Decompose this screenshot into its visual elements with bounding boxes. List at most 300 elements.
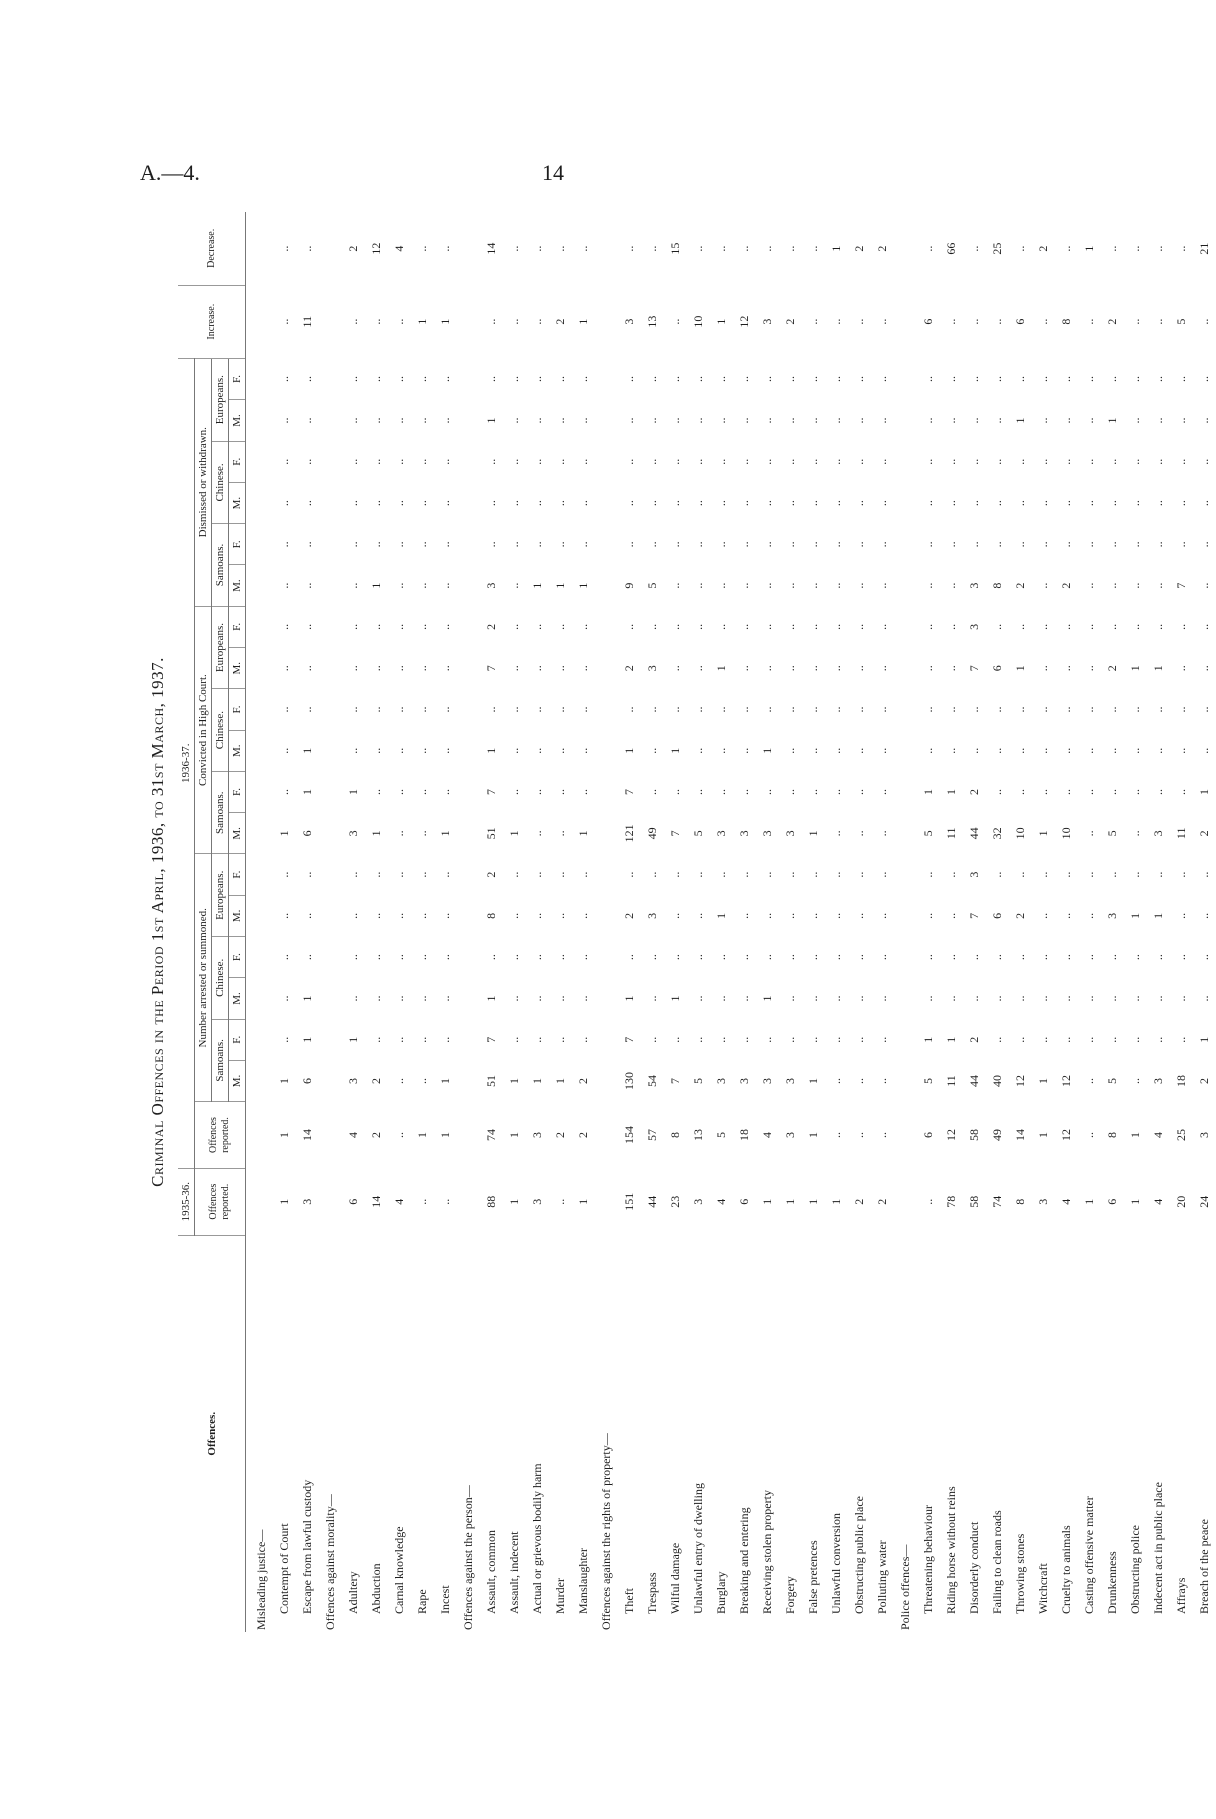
table-cell bbox=[246, 1168, 274, 1235]
table-cell bbox=[894, 400, 917, 441]
table-cell: .. bbox=[1013, 245, 1027, 252]
table-cell: .. bbox=[438, 912, 452, 919]
table-cell: 25 bbox=[1174, 1129, 1188, 1141]
table-cell: 57 bbox=[645, 1129, 659, 1141]
table-cell: .. bbox=[990, 500, 1004, 507]
table-cell: .. bbox=[1082, 912, 1096, 919]
table-cell bbox=[595, 895, 618, 936]
table-cell: .. bbox=[1082, 995, 1096, 1002]
table-cell: 1 bbox=[1013, 665, 1027, 672]
table-cell: 3 bbox=[967, 623, 981, 630]
table-cell: 10 bbox=[1059, 827, 1073, 840]
table-cell: .. bbox=[415, 830, 429, 837]
table-cell: .. bbox=[645, 623, 659, 630]
table-cell: 13 bbox=[645, 315, 659, 328]
table-cell bbox=[246, 285, 274, 358]
table-cell: .. bbox=[921, 245, 935, 252]
table-row bbox=[917, 212, 940, 1632]
table-cell: .. bbox=[1128, 245, 1142, 252]
table-cell: .. bbox=[737, 623, 751, 630]
table-cell: .. bbox=[714, 623, 728, 630]
year-1936-header: 1936-37. bbox=[178, 358, 195, 1168]
offences-table-body bbox=[246, 212, 1216, 1632]
table-cell: .. bbox=[300, 623, 314, 630]
table-cell: 1 bbox=[622, 747, 636, 754]
table-cell: .. bbox=[507, 995, 521, 1002]
table-cell: .. bbox=[990, 871, 1004, 878]
table-cell: .. bbox=[392, 318, 406, 325]
table-row bbox=[986, 212, 1009, 1632]
table-cell: .. bbox=[300, 458, 314, 465]
table-row bbox=[1009, 212, 1032, 1632]
table-cell: 1 bbox=[300, 789, 314, 796]
table-cell bbox=[894, 689, 917, 730]
table-cell: .. bbox=[944, 995, 958, 1002]
table-cell: .. bbox=[1197, 665, 1211, 672]
table-cell: 12 bbox=[737, 315, 751, 328]
table-cell: .. bbox=[691, 582, 705, 589]
table-cell: .. bbox=[392, 954, 406, 961]
table-cell: .. bbox=[783, 747, 797, 754]
table-cell: .. bbox=[1151, 417, 1165, 424]
table-cell: .. bbox=[829, 623, 843, 630]
table-cell: .. bbox=[737, 706, 751, 713]
table-cell: .. bbox=[783, 500, 797, 507]
table-cell: .. bbox=[369, 789, 383, 796]
table-cell: 7 bbox=[668, 1078, 682, 1085]
table-cell: .. bbox=[783, 871, 797, 878]
table-cell: .. bbox=[737, 245, 751, 252]
table-cell: .. bbox=[829, 417, 843, 424]
table-cell: .. bbox=[1036, 1036, 1050, 1043]
table-cell: .. bbox=[1105, 500, 1119, 507]
offence-label: Throwing stones bbox=[1013, 1533, 1027, 1614]
table-cell: .. bbox=[1151, 1036, 1165, 1043]
table-cell bbox=[457, 565, 480, 606]
table-cell: .. bbox=[967, 954, 981, 961]
table-cell: .. bbox=[852, 500, 866, 507]
table-cell: 2 bbox=[622, 665, 636, 672]
table-cell bbox=[595, 937, 618, 978]
table-cell: .. bbox=[852, 954, 866, 961]
table-cell: .. bbox=[1197, 376, 1211, 383]
table-cell: .. bbox=[668, 789, 682, 796]
table-cell: .. bbox=[1036, 789, 1050, 796]
table-cell: .. bbox=[392, 706, 406, 713]
table-cell: .. bbox=[346, 318, 360, 325]
table-cell: .. bbox=[507, 747, 521, 754]
table-cell: .. bbox=[438, 541, 452, 548]
table-cell bbox=[246, 813, 274, 854]
table-cell bbox=[457, 482, 480, 523]
table-cell: .. bbox=[967, 706, 981, 713]
table-cell: .. bbox=[714, 995, 728, 1002]
reported-1935-header: Offences reported. bbox=[195, 1168, 246, 1235]
table-cell: .. bbox=[1105, 789, 1119, 796]
dismissed-chinese-header: Chinese. bbox=[212, 441, 229, 524]
table-cell: .. bbox=[967, 458, 981, 465]
table-cell: .. bbox=[530, 623, 544, 630]
table-cell: .. bbox=[714, 376, 728, 383]
table-cell: .. bbox=[760, 912, 774, 919]
table-cell: 24 bbox=[1197, 1195, 1211, 1208]
table-cell: .. bbox=[1082, 541, 1096, 548]
table-cell: .. bbox=[760, 954, 774, 961]
table-cell: .. bbox=[1082, 1132, 1096, 1138]
table-cell bbox=[595, 1060, 618, 1101]
offence-label: Offences against the rights of property— bbox=[599, 1433, 613, 1630]
table-cell: .. bbox=[1059, 954, 1073, 961]
male-header: M. bbox=[229, 648, 246, 689]
table-cell: .. bbox=[783, 789, 797, 796]
male-header: M. bbox=[229, 895, 246, 936]
table-cell: .. bbox=[1013, 500, 1027, 507]
table-cell bbox=[319, 524, 342, 565]
table-cell: .. bbox=[691, 245, 705, 252]
table-row bbox=[1124, 212, 1147, 1632]
table-cell: .. bbox=[806, 541, 820, 548]
table-cell: .. bbox=[553, 1036, 567, 1043]
table-cell: .. bbox=[714, 747, 728, 754]
table-cell: .. bbox=[507, 582, 521, 589]
offence-label: Disorderly conduct bbox=[967, 1521, 981, 1614]
table-row bbox=[595, 212, 618, 1632]
table-cell: .. bbox=[875, 1132, 889, 1138]
table-cell: .. bbox=[392, 995, 406, 1002]
table-cell bbox=[457, 937, 480, 978]
table-cell: .. bbox=[415, 871, 429, 878]
table-cell: .. bbox=[392, 1132, 406, 1138]
table-cell: .. bbox=[438, 623, 452, 630]
table-cell: .. bbox=[1082, 623, 1096, 630]
table-cell bbox=[595, 358, 618, 400]
table-cell: 1 bbox=[277, 1198, 291, 1205]
table-cell: .. bbox=[300, 706, 314, 713]
table-cell: .. bbox=[300, 541, 314, 548]
table-cell: 8 bbox=[668, 1132, 682, 1138]
table-cell bbox=[319, 1168, 342, 1235]
table-cell: 3 bbox=[1197, 1132, 1211, 1138]
table-cell: 2 bbox=[576, 1078, 590, 1085]
table-cell: 23 bbox=[668, 1195, 682, 1208]
table-cell: 3 bbox=[760, 1078, 774, 1085]
table-cell: .. bbox=[737, 747, 751, 754]
table-cell: 5 bbox=[691, 1078, 705, 1085]
table-cell: .. bbox=[944, 954, 958, 961]
table-cell bbox=[457, 212, 480, 285]
table-cell: .. bbox=[1151, 500, 1165, 507]
table-cell: .. bbox=[438, 1198, 452, 1205]
table-row bbox=[940, 212, 963, 1632]
table-cell: .. bbox=[944, 376, 958, 383]
female-header: F. bbox=[229, 441, 246, 482]
table-row bbox=[411, 212, 434, 1632]
table-cell: .. bbox=[484, 458, 498, 465]
table-cell: .. bbox=[1174, 541, 1188, 548]
table-cell: .. bbox=[530, 747, 544, 754]
table-cell: 12 bbox=[944, 1129, 958, 1141]
table-cell: 1 bbox=[1105, 417, 1119, 424]
table-cell: .. bbox=[622, 623, 636, 630]
table-cell: .. bbox=[1128, 541, 1142, 548]
table-cell bbox=[595, 400, 618, 441]
table-cell: 7 bbox=[967, 912, 981, 919]
table-cell: 3 bbox=[783, 1078, 797, 1085]
table-cell: .. bbox=[1082, 954, 1096, 961]
table-cell: .. bbox=[415, 417, 429, 424]
table-cell: .. bbox=[1036, 318, 1050, 325]
table-cell: .. bbox=[852, 706, 866, 713]
table-cell bbox=[894, 606, 917, 647]
table-cell: .. bbox=[829, 541, 843, 548]
offence-label: Breaking and entering bbox=[737, 1507, 751, 1614]
arrested-group-header: Number arrested or summoned. bbox=[195, 854, 212, 1102]
table-cell: 1 bbox=[944, 789, 958, 796]
table-cell: 2 bbox=[1013, 912, 1027, 919]
table-cell: .. bbox=[1013, 995, 1027, 1002]
table-cell: 7 bbox=[622, 789, 636, 796]
table-cell bbox=[595, 813, 618, 854]
table-cell bbox=[894, 358, 917, 400]
table-cell: .. bbox=[737, 871, 751, 878]
table-cell bbox=[595, 606, 618, 647]
table-cell: 1 bbox=[668, 995, 682, 1002]
table-cell bbox=[894, 285, 917, 358]
table-cell: 1 bbox=[714, 665, 728, 672]
table-cell bbox=[246, 648, 274, 689]
table-cell: .. bbox=[691, 789, 705, 796]
offence-label: Rape bbox=[415, 1589, 429, 1614]
table-cell: .. bbox=[645, 245, 659, 252]
table-cell: .. bbox=[829, 458, 843, 465]
offence-label: Affrays bbox=[1174, 1577, 1188, 1614]
table-cell: .. bbox=[645, 871, 659, 878]
table-cell: .. bbox=[875, 789, 889, 796]
offence-label: Witchcraft bbox=[1036, 1563, 1050, 1614]
table-cell: .. bbox=[369, 954, 383, 961]
table-cell: .. bbox=[691, 541, 705, 548]
table-cell: 8 bbox=[484, 912, 498, 919]
offence-label: Indecent act in public place bbox=[1151, 1482, 1165, 1614]
table-cell bbox=[894, 730, 917, 771]
table-cell: .. bbox=[415, 1198, 429, 1205]
table-cell: .. bbox=[1151, 995, 1165, 1002]
table-cell: 8 bbox=[990, 582, 1004, 589]
table-cell bbox=[319, 1019, 342, 1060]
table-cell: .. bbox=[1151, 458, 1165, 465]
table-cell: .. bbox=[300, 871, 314, 878]
table-cell: .. bbox=[507, 871, 521, 878]
table-cell: .. bbox=[346, 458, 360, 465]
table-cell: .. bbox=[1059, 458, 1073, 465]
table-row bbox=[802, 212, 825, 1632]
table-cell: .. bbox=[760, 376, 774, 383]
table-cell: .. bbox=[392, 376, 406, 383]
table-cell: .. bbox=[392, 500, 406, 507]
table-cell: .. bbox=[852, 1036, 866, 1043]
table-cell: .. bbox=[438, 789, 452, 796]
table-cell: .. bbox=[967, 995, 981, 1002]
table-cell: .. bbox=[438, 376, 452, 383]
table-row bbox=[825, 212, 848, 1632]
table-cell: 1 bbox=[806, 1198, 820, 1205]
table-cell: .. bbox=[875, 912, 889, 919]
table-cell bbox=[319, 358, 342, 400]
offence-label: Carnal knowledge bbox=[392, 1526, 406, 1614]
table-cell bbox=[319, 212, 342, 285]
table-cell: .. bbox=[1197, 458, 1211, 465]
table-cell bbox=[457, 1060, 480, 1101]
table-cell: 1 bbox=[1151, 912, 1165, 919]
table-cell bbox=[319, 689, 342, 730]
table-cell: .. bbox=[921, 417, 935, 424]
table-cell: .. bbox=[806, 623, 820, 630]
table-cell: .. bbox=[829, 871, 843, 878]
table-cell: .. bbox=[760, 417, 774, 424]
table-cell bbox=[457, 358, 480, 400]
table-cell: .. bbox=[507, 623, 521, 630]
table-cell: 3 bbox=[622, 318, 636, 325]
offence-label: Obstructing public place bbox=[852, 1496, 866, 1614]
table-cell: .. bbox=[990, 623, 1004, 630]
table-cell: .. bbox=[277, 665, 291, 672]
table-cell: .. bbox=[1082, 318, 1096, 325]
table-cell bbox=[457, 1168, 480, 1235]
table-cell: .. bbox=[875, 665, 889, 672]
table-cell bbox=[246, 606, 274, 647]
table-cell: .. bbox=[1013, 747, 1027, 754]
table-cell: .. bbox=[553, 871, 567, 878]
table-cell bbox=[246, 400, 274, 441]
table-cell: 44 bbox=[645, 1195, 659, 1208]
table-row bbox=[1078, 212, 1101, 1632]
decrease-header: Decrease. bbox=[178, 212, 246, 285]
table-cell: 1 bbox=[300, 1036, 314, 1043]
table-cell: .. bbox=[1036, 623, 1050, 630]
table-cell: .. bbox=[553, 665, 567, 672]
table-cell: .. bbox=[967, 500, 981, 507]
table-cell: 1 bbox=[300, 995, 314, 1002]
table-cell: 5 bbox=[645, 582, 659, 589]
table-cell: .. bbox=[1082, 417, 1096, 424]
table-cell: 121 bbox=[622, 824, 636, 843]
table-cell: .. bbox=[369, 623, 383, 630]
table-cell: .. bbox=[645, 1036, 659, 1043]
table-cell: 2 bbox=[783, 318, 797, 325]
table-cell: .. bbox=[1174, 665, 1188, 672]
page-number: 14 bbox=[542, 160, 564, 185]
table-cell: .. bbox=[415, 747, 429, 754]
table-cell: .. bbox=[1174, 747, 1188, 754]
table-cell: 8 bbox=[1059, 318, 1073, 325]
table-cell: 1 bbox=[1082, 1198, 1096, 1205]
table-cell: .. bbox=[783, 541, 797, 548]
table-cell: .. bbox=[806, 871, 820, 878]
table-cell: 2 bbox=[553, 318, 567, 325]
table-cell: .. bbox=[415, 789, 429, 796]
table-cell: 3 bbox=[530, 1198, 544, 1205]
table-cell: .. bbox=[645, 995, 659, 1002]
offence-label: Abduction bbox=[369, 1563, 383, 1614]
table-cell: .. bbox=[645, 500, 659, 507]
table-row bbox=[756, 212, 779, 1632]
table-cell: .. bbox=[277, 582, 291, 589]
table-cell bbox=[894, 648, 917, 689]
table-row bbox=[480, 212, 503, 1632]
table-cell: .. bbox=[1059, 871, 1073, 878]
table-cell: .. bbox=[346, 582, 360, 589]
table-cell: 3 bbox=[1105, 912, 1119, 919]
table-cell: 3 bbox=[300, 1198, 314, 1205]
table-cell: .. bbox=[645, 789, 659, 796]
table-cell: 130 bbox=[622, 1072, 636, 1091]
offence-label: Receiving stolen property bbox=[760, 1490, 774, 1614]
table-cell: 12 bbox=[1059, 1075, 1073, 1088]
table-cell: .. bbox=[277, 500, 291, 507]
table-cell: .. bbox=[277, 245, 291, 252]
table-cell bbox=[246, 937, 274, 978]
table-cell: .. bbox=[622, 376, 636, 383]
table-cell: .. bbox=[1082, 871, 1096, 878]
table-cell: .. bbox=[1059, 417, 1073, 424]
table-cell bbox=[246, 212, 274, 285]
table-cell: .. bbox=[553, 376, 567, 383]
table-cell bbox=[894, 978, 917, 1019]
table-cell bbox=[246, 482, 274, 523]
table-row bbox=[779, 212, 802, 1632]
table-cell bbox=[595, 689, 618, 730]
table-cell: .. bbox=[553, 706, 567, 713]
table-cell: .. bbox=[622, 954, 636, 961]
offence-label: Assault, common bbox=[484, 1530, 498, 1614]
table-cell: .. bbox=[1197, 871, 1211, 878]
table-cell: .. bbox=[346, 954, 360, 961]
table-cell: .. bbox=[1036, 912, 1050, 919]
increase-header: Increase. bbox=[178, 285, 246, 358]
table-cell: .. bbox=[576, 500, 590, 507]
table-cell: .. bbox=[714, 500, 728, 507]
table-cell: .. bbox=[530, 376, 544, 383]
table-cell: .. bbox=[277, 954, 291, 961]
table-cell: 1 bbox=[530, 582, 544, 589]
table-cell: .. bbox=[783, 458, 797, 465]
table-cell: 4 bbox=[1151, 1132, 1165, 1138]
offence-label: Actual or grievous bodily harm bbox=[530, 1463, 544, 1614]
table-cell: 44 bbox=[967, 1075, 981, 1088]
table-cell: .. bbox=[806, 582, 820, 589]
table-cell: 1 bbox=[1128, 665, 1142, 672]
table-cell: .. bbox=[553, 541, 567, 548]
table-cell: .. bbox=[622, 458, 636, 465]
table-cell bbox=[319, 606, 342, 647]
table-cell: .. bbox=[438, 500, 452, 507]
table-cell: .. bbox=[829, 830, 843, 837]
table-cell: .. bbox=[369, 995, 383, 1002]
table-cell: .. bbox=[346, 623, 360, 630]
table-cell bbox=[319, 285, 342, 358]
table-cell: .. bbox=[530, 1036, 544, 1043]
table-cell: .. bbox=[668, 417, 682, 424]
table-cell: .. bbox=[1197, 318, 1211, 325]
table-cell: 5 bbox=[921, 830, 935, 837]
table-row bbox=[246, 212, 274, 1632]
table-cell: .. bbox=[1128, 582, 1142, 589]
table-cell: .. bbox=[875, 500, 889, 507]
table-cell: .. bbox=[530, 871, 544, 878]
table-cell bbox=[595, 1168, 618, 1235]
male-header: M. bbox=[229, 565, 246, 606]
table-cell: .. bbox=[300, 500, 314, 507]
